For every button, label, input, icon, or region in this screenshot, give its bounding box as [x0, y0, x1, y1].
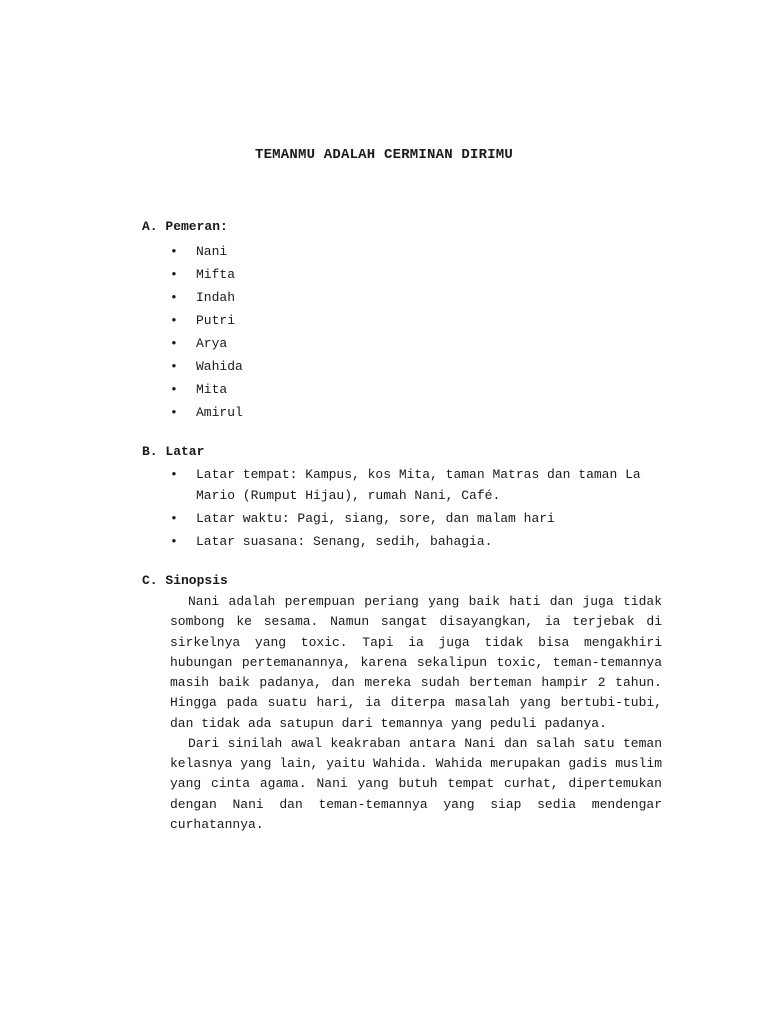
list-item: • Indah — [170, 286, 243, 309]
bullet-icon: • — [170, 359, 178, 374]
pemeran-list — [170, 240, 243, 424]
section-heading-latar: B. Latar — [142, 444, 205, 459]
bullet-icon: • — [170, 510, 178, 526]
bullet-icon: • — [170, 267, 178, 282]
latar-list — [170, 465, 662, 555]
list-item: • Nani — [170, 240, 243, 263]
list-item: • Mita — [170, 378, 243, 401]
bullet-icon: • — [170, 336, 178, 351]
synopsis-paragraph: Dari sinilah awal keakraban antara Nani dan salah satu teman kelasnya yang lain, yaitu Wahida. Wahida merupakan gadis muslim yang cinta agama. Nani yang butuh tempat curhat, dipertemukan dengan Nani dan teman-temannya yang siap sedia mendengar curhatannya. — [170, 735, 662, 832]
bullet-icon: • — [170, 382, 178, 397]
synopsis-paragraph: Nani adalah perempuan periang yang baik hati dan juga tidak sombong ke sesama. Namun sangat disayangkan, ia terjebak di sirkelnya yang toxic. Tapi ia juga tidak bisa mengakhiri hubungan pertemanannya, karena sekalipun toxic, teman-temannya masih baik padanya, dan mereka sudah berteman hampir 2 tahun. Hingga pada suatu hari, ia diterpa masalah yang bertubi-tubi, dan tidak ada satupun dari temannya yang peduli padanya. — [170, 594, 662, 731]
list-item: • Latar suasana: Senang, sedih, bahagia. — [170, 532, 662, 553]
bullet-icon: • — [170, 313, 178, 328]
list-item: • Latar waktu: Pagi, siang, sore, dan malam hari — [170, 509, 662, 530]
bullet-icon: • — [170, 533, 178, 549]
bullet-icon: • — [170, 405, 178, 420]
bullet-icon: • — [170, 244, 178, 259]
section-heading-pemeran: A. Pemeran: — [142, 219, 228, 234]
bullet-icon: • — [170, 467, 178, 482]
list-item: • Amirul — [170, 401, 243, 424]
list-item: • Putri — [170, 309, 243, 332]
list-item: • Mifta — [170, 263, 243, 286]
document-title: TEMANMU ADALAH CERMINAN DIRIMU — [254, 147, 514, 163]
list-item: • Arya — [170, 332, 243, 355]
synopsis-body — [170, 592, 662, 835]
section-heading-sinopsis: C. Sinopsis — [142, 573, 228, 588]
list-item: • Wahida — [170, 355, 243, 378]
bullet-icon: • — [170, 290, 178, 305]
list-item: • Latar tempat: Kampus, kos Mita, taman Matras dan taman La Mario (Rumput Hijau), rumah Nani, Café. — [170, 467, 641, 503]
